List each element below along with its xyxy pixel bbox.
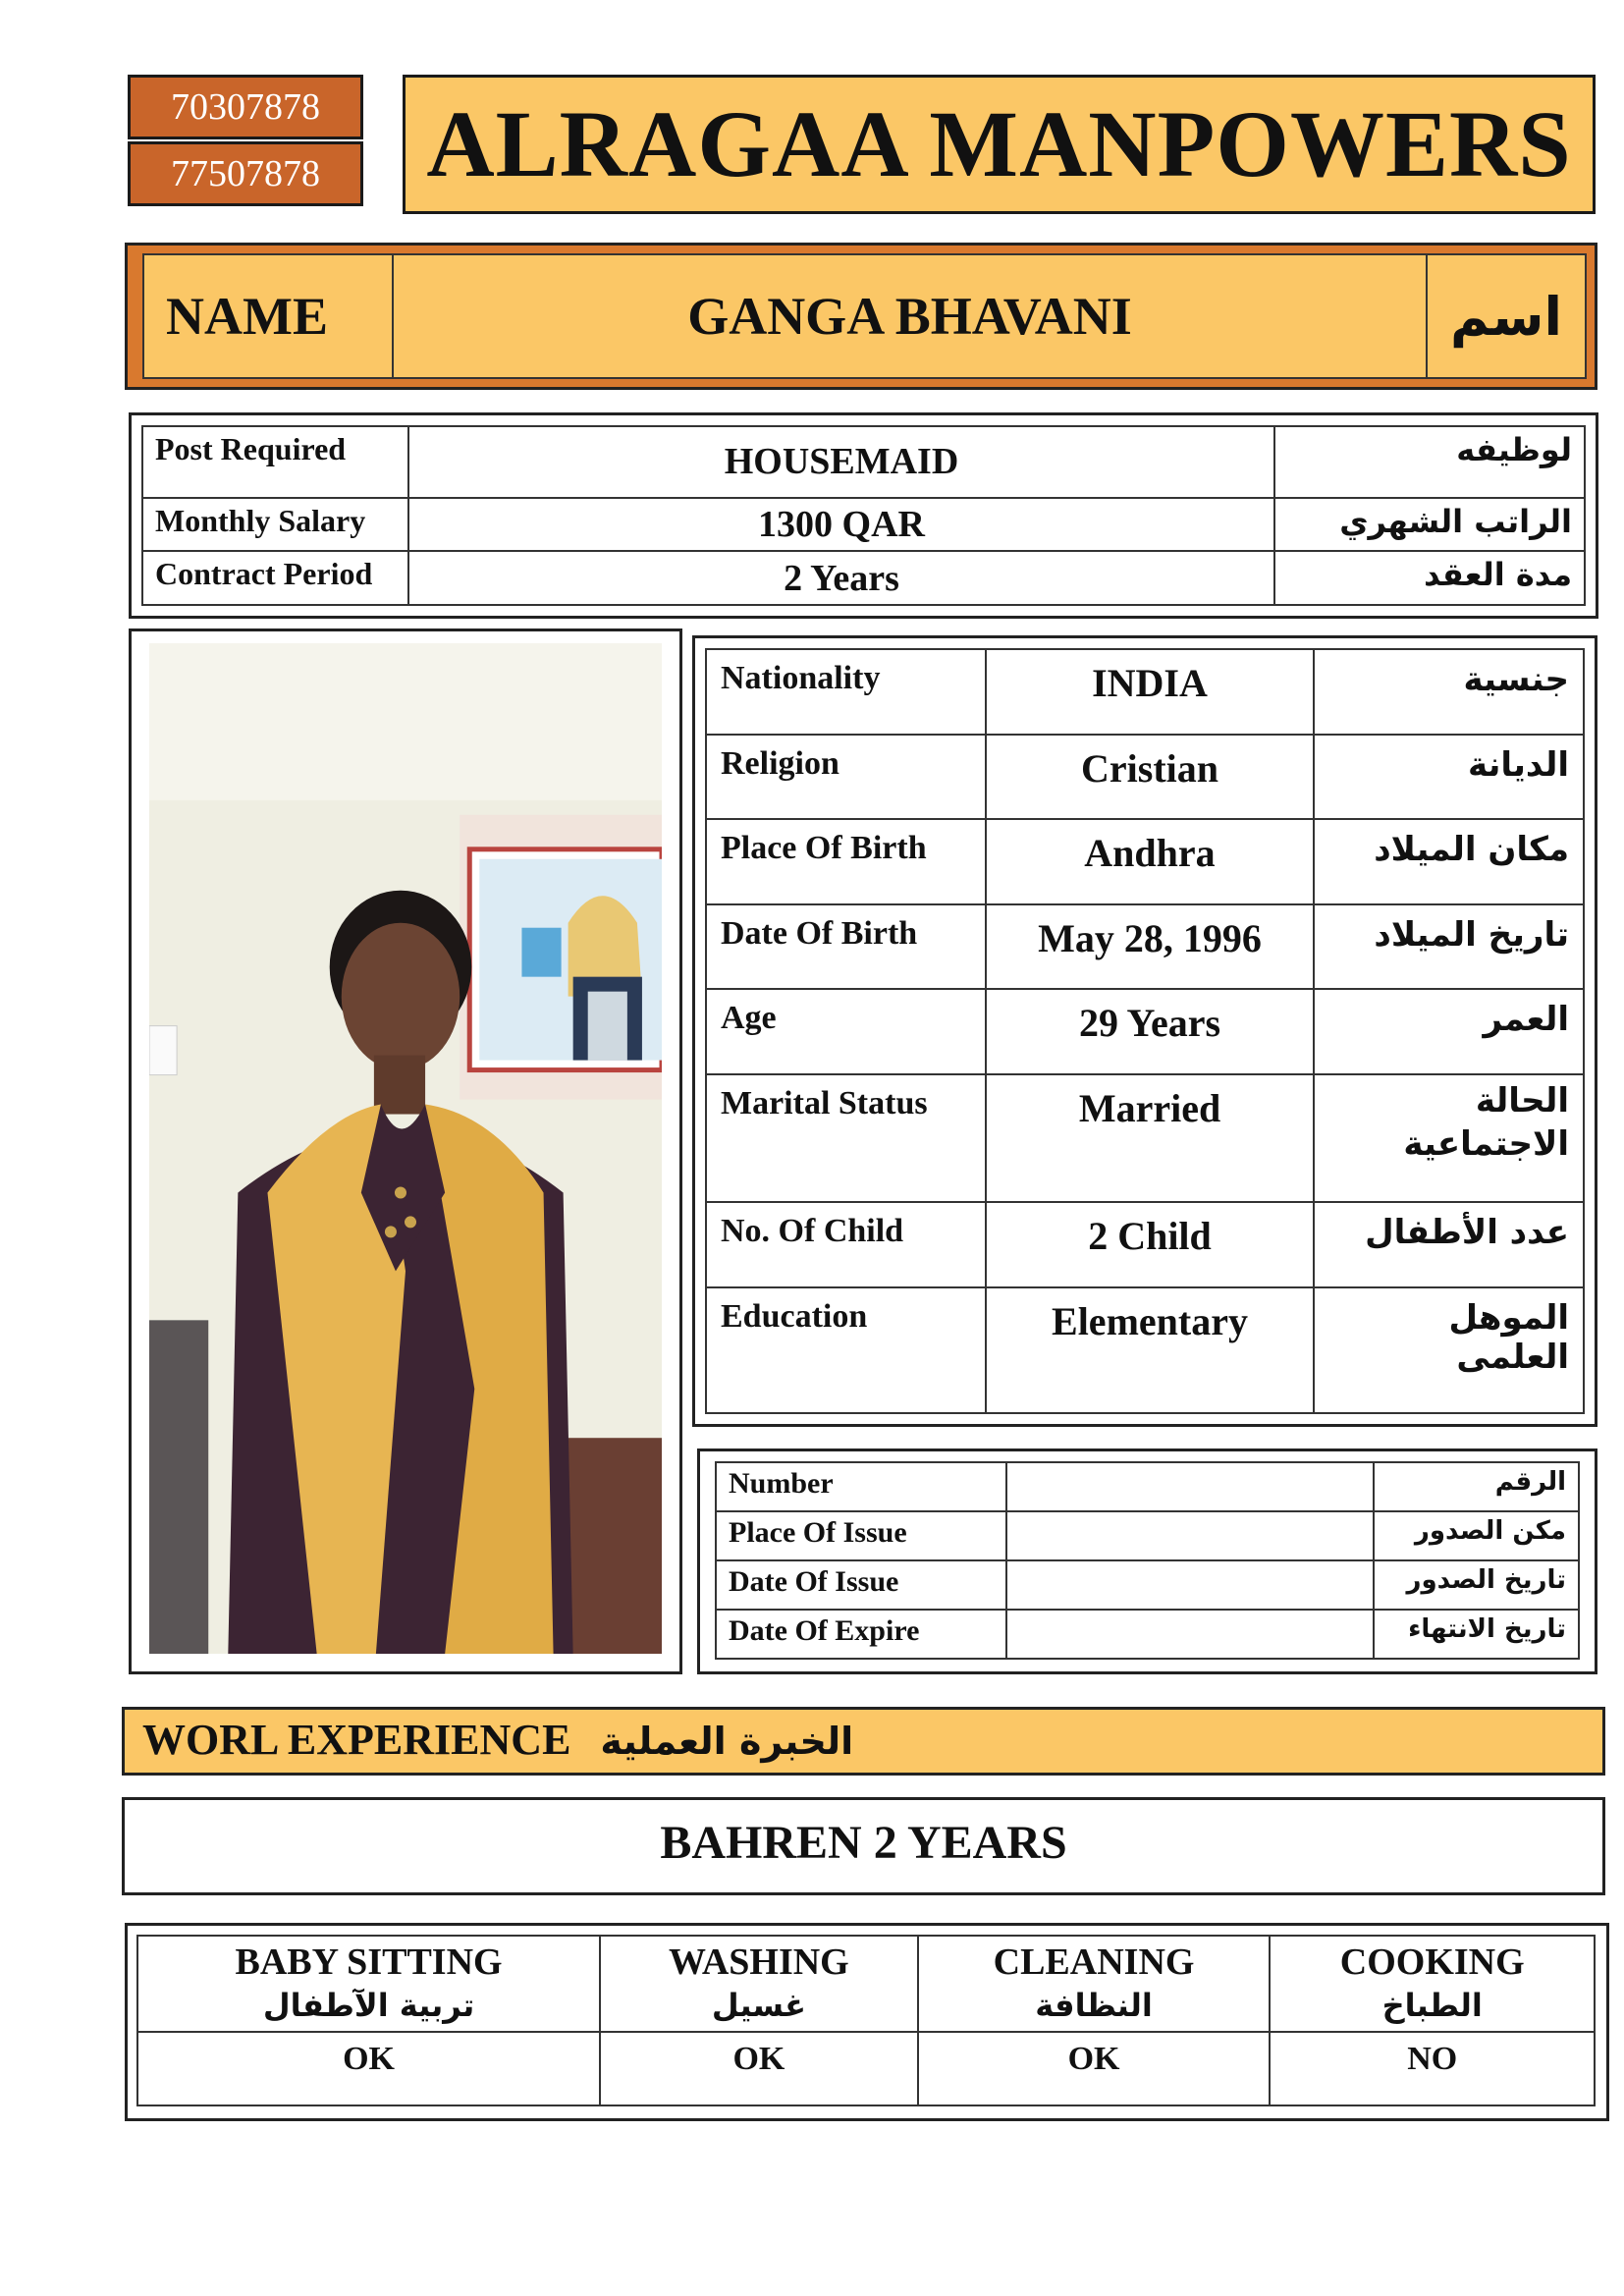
personal-details-table	[692, 635, 1597, 1427]
candidate-name: GANGA BHAVANI	[394, 255, 1428, 377]
place-of-issue-value	[1006, 1511, 1374, 1560]
table-row	[142, 551, 1585, 605]
skill-cooking	[1270, 1936, 1595, 2032]
skill-washing	[600, 1936, 918, 2032]
age-label: Age	[706, 989, 986, 1074]
contract-period-label: Contract Period	[142, 551, 408, 605]
date-of-issue-label-arabic: تاريخ الصدور	[1374, 1560, 1579, 1610]
monthly-salary-label: Monthly Salary	[142, 498, 408, 552]
table-row	[706, 1287, 1584, 1413]
post-required-value: HOUSEMAID	[408, 426, 1274, 498]
work-experience-title-arabic: الخبرة العملية	[600, 1720, 854, 1763]
nationality-label-arabic: جنسية	[1314, 649, 1584, 735]
candidate-photo	[149, 643, 662, 1654]
phone-number-2: 77507878	[128, 141, 363, 206]
date-of-birth-label: Date Of Birth	[706, 904, 986, 990]
religion-label: Religion	[706, 735, 986, 820]
place-of-issue-label: Place Of Issue	[716, 1511, 1006, 1560]
table-row	[137, 2032, 1595, 2105]
table-row	[706, 1202, 1584, 1287]
post-required-label-arabic: لوظيفه	[1274, 426, 1585, 498]
table-row	[716, 1610, 1579, 1659]
skill-name-arabic: تربية الآطفال	[262, 1987, 475, 2024]
skill-cleaning	[918, 1936, 1271, 2032]
marital-status-value: Married	[986, 1074, 1314, 1203]
contract-period-value: 2 Years	[408, 551, 1274, 605]
date-of-expire-value	[1006, 1610, 1374, 1659]
date-of-expire-label-arabic: تاريخ الانتهاء	[1374, 1610, 1579, 1659]
education-label-arabic: الموهل العلمى	[1314, 1287, 1584, 1413]
passport-number-label-arabic: الرقم	[1374, 1462, 1579, 1511]
job-terms-grid	[141, 425, 1586, 606]
table-row	[716, 1462, 1579, 1511]
skills-table	[125, 1923, 1609, 2121]
monthly-salary-label-arabic: الراتب الشهري	[1274, 498, 1585, 552]
work-experience-title: WORL EXPERIENCE	[142, 1716, 571, 1764]
skill-baby-sitting	[137, 1936, 600, 2032]
work-experience-header	[122, 1707, 1605, 1776]
skill-cleaning-status: OK	[918, 2032, 1271, 2105]
date-of-expire-label: Date Of Expire	[716, 1610, 1006, 1659]
skill-name: CLEANING	[993, 1941, 1195, 1983]
photo-frame	[129, 629, 682, 1674]
education-label: Education	[706, 1287, 986, 1413]
skill-washing-status: OK	[600, 2032, 918, 2105]
table-row	[716, 1560, 1579, 1610]
skills-grid	[136, 1935, 1596, 2106]
marital-status-label-arabic: الحالة الاجتماعية	[1314, 1074, 1584, 1203]
date-of-birth-label-arabic: تاريخ الميلاد	[1314, 904, 1584, 990]
job-terms-table	[129, 412, 1598, 619]
marital-status-label: Marital Status	[706, 1074, 986, 1203]
skill-name-arabic: الطباخ	[1381, 1987, 1483, 2024]
skill-name: BABY SITTING	[235, 1941, 503, 1983]
table-row	[142, 426, 1585, 498]
education-value: Elementary	[986, 1287, 1314, 1413]
skill-name-arabic: النظافة	[1035, 1987, 1153, 2024]
place-of-birth-label-arabic: مكان الميلاد	[1314, 819, 1584, 904]
monthly-salary-value: 1300 QAR	[408, 498, 1274, 552]
table-row	[706, 989, 1584, 1074]
religion-label-arabic: الديانة	[1314, 735, 1584, 820]
table-row	[706, 735, 1584, 820]
passport-table	[697, 1449, 1597, 1674]
skill-name-arabic: غسيل	[711, 1987, 806, 2024]
nationality-value: INDIA	[986, 649, 1314, 735]
skill-name: COOKING	[1339, 1941, 1525, 1983]
name-label-arabic: اسم	[1450, 285, 1562, 348]
table-row	[706, 649, 1584, 735]
post-required-label: Post Required	[142, 426, 408, 498]
phone-number-1: 70307878	[128, 75, 363, 139]
date-of-birth-value: May 28, 1996	[986, 904, 1314, 990]
place-of-birth-label: Place Of Birth	[706, 819, 986, 904]
table-row	[706, 904, 1584, 990]
work-experience-value: BAHREN 2 YEARS	[122, 1797, 1605, 1895]
skill-name: WASHING	[669, 1941, 849, 1983]
photo-illustration	[149, 643, 662, 1654]
skill-cooking-status: NO	[1270, 2032, 1595, 2105]
age-value: 29 Years	[986, 989, 1314, 1074]
skill-baby-sitting-status: OK	[137, 2032, 600, 2105]
name-label: NAME	[144, 255, 394, 377]
place-of-birth-value: Andhra	[986, 819, 1314, 904]
date-of-issue-value	[1006, 1560, 1374, 1610]
table-row	[706, 819, 1584, 904]
date-of-issue-label: Date Of Issue	[716, 1560, 1006, 1610]
personal-details-grid	[705, 648, 1585, 1414]
name-block	[125, 243, 1597, 390]
passport-number-value	[1006, 1462, 1374, 1511]
table-row	[137, 1936, 1595, 2032]
contract-period-label-arabic: مدة العقد	[1274, 551, 1585, 605]
company-banner: ALRAGAA MANPOWERS	[403, 75, 1596, 214]
religion-value: Cristian	[986, 735, 1314, 820]
children-value: 2 Child	[986, 1202, 1314, 1287]
nationality-label: Nationality	[706, 649, 986, 735]
passport-grid	[715, 1461, 1580, 1660]
passport-number-label: Number	[716, 1462, 1006, 1511]
table-row	[716, 1511, 1579, 1560]
children-label-arabic: عدد الأطفال	[1314, 1202, 1584, 1287]
age-label-arabic: العمر	[1314, 989, 1584, 1074]
table-row	[706, 1074, 1584, 1203]
table-row	[142, 498, 1585, 552]
name-row	[142, 253, 1587, 379]
children-label: No. Of Child	[706, 1202, 986, 1287]
place-of-issue-label-arabic: مكن الصدور	[1374, 1511, 1579, 1560]
